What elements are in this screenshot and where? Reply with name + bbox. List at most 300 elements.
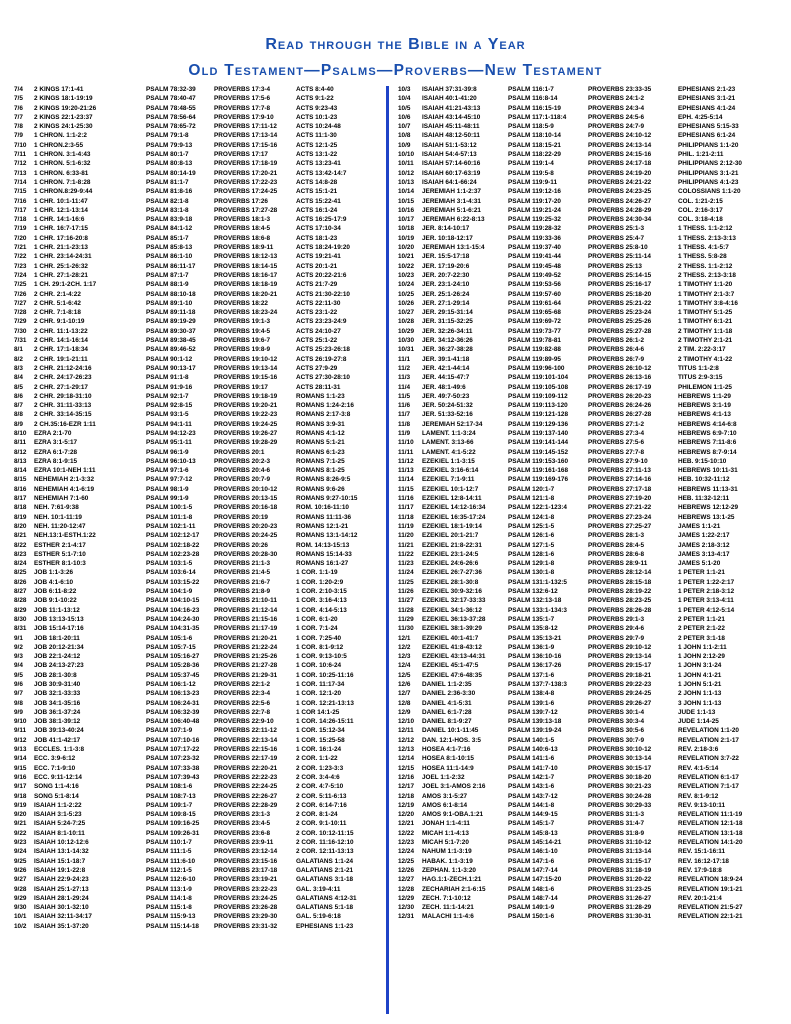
proverbs-reading: PROVERBS 21:25-26 — [214, 653, 278, 661]
schedule-row — [398, 336, 778, 345]
old-testament-reading: EZEKIEL 3:16-6:14 — [422, 467, 479, 475]
schedule-row — [398, 847, 778, 856]
proverbs-reading: PROVERBS 18:9-11 — [214, 244, 274, 252]
new-testament-reading: 1 COR. 14:26-15:11 — [296, 718, 354, 726]
psalm-reading: PSALM 110:1-7 — [146, 839, 192, 847]
proverbs-reading: PROVERBS 27:5-6 — [588, 439, 645, 447]
proverbs-reading: PROVERBS 18:14-15 — [214, 262, 278, 270]
old-testament-reading: 2 CHR. 29:18-31:10 — [34, 392, 92, 400]
old-testament-reading: 1 CHR. 17:16-20:8 — [34, 234, 88, 242]
schedule-row — [398, 568, 778, 577]
psalm-reading: PSALM 116:15-19 — [508, 104, 561, 112]
reading-date: 8/27 — [14, 588, 27, 596]
reading-date: 8/5 — [14, 383, 23, 391]
proverbs-reading: PROVERBS 19:20-21 — [214, 402, 278, 410]
new-testament-reading: ROMANS 12:1-21 — [296, 522, 349, 530]
reading-date: 7/20 — [14, 234, 27, 242]
old-testament-reading: DANIEL 10:1-11:45 — [422, 727, 479, 735]
reading-date: 8/24 — [14, 560, 27, 568]
reading-date: 12/13 — [398, 746, 414, 754]
proverbs-reading: PROVERBS 31:30-31 — [588, 913, 652, 921]
reading-date: 12/17 — [398, 783, 414, 791]
schedule-row — [398, 661, 778, 670]
schedule-row — [14, 559, 382, 568]
schedule-row — [398, 541, 778, 550]
old-testament-reading: ISAIAH 32:11-34:17 — [34, 913, 92, 921]
reading-date: 8/18 — [14, 504, 27, 512]
old-testament-reading: SONG 1:1-4:16 — [34, 783, 79, 791]
proverbs-reading: PROVERBS 30:3-4 — [588, 718, 645, 726]
old-testament-reading: LAMENT. 3:13-66 — [422, 439, 474, 447]
reading-date: 12/12 — [398, 736, 414, 744]
reading-date: 12/28 — [398, 885, 414, 893]
psalm-reading: PSALM 147:7-14 — [508, 866, 558, 874]
psalm-reading: PSALM 80:1-7 — [146, 151, 189, 159]
reading-date: 8/11 — [14, 439, 27, 447]
new-testament-reading: 1 PETER 1:1-21 — [678, 569, 725, 577]
psalm-reading: PSALM 129:1-8 — [508, 560, 555, 568]
psalm-reading: PSALM 119:73-77 — [508, 327, 561, 335]
new-testament-reading: ACTS 20:22-21:6 — [296, 271, 347, 279]
reading-date: 10/9 — [398, 141, 411, 149]
psalm-reading: PSALM 119:25-32 — [508, 216, 561, 224]
old-testament-reading: JOEL 1:1-2:32 — [422, 773, 465, 781]
psalm-reading: PSALM 119:105-108 — [508, 383, 569, 391]
new-testament-reading: 1 COR. 12:21-13:13 — [296, 699, 354, 707]
reading-date: 12/22 — [398, 829, 414, 837]
proverbs-reading: PROVERBS 24:1-2 — [588, 95, 645, 103]
reading-date: 12/14 — [398, 755, 414, 763]
schedule-row — [398, 122, 778, 131]
schedule-row — [14, 568, 382, 577]
new-testament-reading: ROMANS 1:24-2:16 — [296, 402, 354, 410]
proverbs-reading: PROVERBS 28:6-8 — [588, 550, 645, 558]
psalm-reading: PSALM 90:13-17 — [146, 364, 196, 372]
old-testament-reading: JONAH 1:1-4:11 — [422, 820, 470, 828]
schedule-row — [398, 234, 778, 243]
schedule-row — [14, 234, 382, 243]
schedule-row — [14, 736, 382, 745]
proverbs-reading: PROVERBS 25:8-10 — [588, 244, 648, 252]
schedule-row — [14, 671, 382, 680]
psalm-reading: PSALM 119:28-32 — [508, 225, 561, 233]
old-testament-reading: 2 KINGS 22:1-23:37 — [34, 113, 93, 121]
proverbs-reading: PROVERBS 24:3-4 — [588, 104, 645, 112]
old-testament-reading: SONG 5:1-8:14 — [34, 792, 79, 800]
old-testament-reading: JOB 32:1-33:33 — [34, 690, 81, 698]
psalm-reading: PSALM 111:1-5 — [146, 848, 192, 856]
old-testament-reading: ECCLES. 1:1-3:8 — [34, 746, 85, 754]
new-testament-reading: 2 TIMOTHY 2:1-21 — [678, 337, 733, 345]
new-testament-reading: EPHESIANS 5:15-33 — [678, 123, 739, 131]
old-testament-reading: EZEKIEL 24:6-26:6 — [422, 560, 479, 568]
new-testament-reading: ROMANS 1:1-23 — [296, 392, 345, 400]
reading-date: 11/7 — [398, 411, 411, 419]
reading-date: 7/22 — [14, 253, 27, 261]
new-testament-reading: ROMANS 9:27-10:15 — [296, 495, 358, 503]
old-testament-reading: EZEKIEL 21:8-22:31 — [422, 541, 482, 549]
new-testament-reading: JAMES 2:18-3:12 — [678, 541, 730, 549]
new-testament-reading: JAMES 5:1-20 — [678, 560, 721, 568]
proverbs-reading: PROVERBS 17:17 — [214, 151, 268, 159]
new-testament-reading: ACTS 9:1-22 — [296, 95, 334, 103]
new-testament-reading: ACTS 13:42-14:7 — [296, 169, 347, 177]
proverbs-reading: PROVERBS 17:26 — [214, 197, 268, 205]
schedule-row — [14, 280, 382, 289]
psalm-reading: PSALM 143:7-12 — [508, 792, 558, 800]
reading-date: 11/10 — [398, 439, 414, 447]
psalm-reading: PSALM 83:9-18 — [146, 216, 193, 224]
psalm-reading: PSALM 119:57-60 — [508, 290, 561, 298]
schedule-row — [14, 708, 382, 717]
psalm-reading: PSALM 79:9-13 — [146, 141, 193, 149]
proverbs-reading: PROVERBS 18:23-24 — [214, 309, 278, 317]
reading-date: 9/19 — [14, 801, 27, 809]
schedule-row — [14, 885, 382, 894]
old-testament-reading: JOB 20:12-21:34 — [34, 643, 84, 651]
new-testament-reading: 1 TIMOTHY 2:1-3:7 — [678, 290, 735, 298]
old-testament-reading: AMOS 3:1-5:27 — [422, 792, 468, 800]
schedule-row — [14, 327, 382, 336]
old-testament-reading: JOB 22:1-24:12 — [34, 653, 81, 661]
reading-date: 8/16 — [14, 485, 27, 493]
new-testament-reading: 1 PETER 2:18-3:12 — [678, 588, 735, 596]
page-title: Read through the Bible in a Year — [265, 36, 526, 53]
schedule-row — [398, 104, 778, 113]
reading-date: 8/4 — [14, 374, 23, 382]
schedule-row — [398, 652, 778, 661]
old-testament-reading: EZEKIEL 1:1-3:15 — [422, 457, 475, 465]
proverbs-reading: PROVERBS 22:20-21 — [214, 764, 278, 772]
schedule-row — [14, 903, 382, 912]
psalm-reading: PSALM 106:40-48 — [146, 718, 200, 726]
old-testament-reading: ISAIAH 5:24-7:25 — [34, 820, 86, 828]
new-testament-reading: 1 COR. 10:6-24 — [296, 662, 342, 670]
psalm-reading: PSALM 139:13-18 — [508, 718, 562, 726]
reading-date: 7/21 — [14, 244, 27, 252]
reading-date: 7/4 — [14, 86, 23, 93]
schedule-row — [14, 819, 382, 828]
psalm-reading: PSALM 119:169-176 — [508, 476, 569, 484]
proverbs-reading: PROVERBS 18:12-13 — [214, 253, 278, 261]
new-testament-reading: COL. 3:18-4:18 — [678, 216, 723, 224]
proverbs-reading: PROVERBS 24:19-20 — [588, 169, 652, 177]
proverbs-reading: PROVERBS 30:10-12 — [588, 746, 652, 754]
proverbs-reading: PROVERBS 20:10-12 — [214, 485, 278, 493]
psalm-reading: PSALM 119:49-52 — [508, 271, 561, 279]
new-testament-reading: 2 THESS. 1:1-2:12 — [678, 262, 733, 270]
proverbs-reading: PROVERBS 31:15-17 — [588, 857, 652, 865]
reading-date: 11/4 — [398, 383, 411, 391]
psalm-reading: PSALM 119:33-36 — [508, 234, 561, 242]
schedule-row — [398, 596, 778, 605]
psalm-reading: PSALM 126:1-6 — [508, 532, 555, 540]
old-testament-reading: 2 CHR. 19:1-21:11 — [34, 355, 88, 363]
old-testament-reading: 1 CHR. 10:1-11:47 — [34, 197, 88, 205]
schedule-row — [398, 392, 778, 401]
schedule-row — [14, 150, 382, 159]
schedule-row — [398, 726, 778, 735]
psalm-reading: PSALM 141:1-6 — [508, 755, 555, 763]
new-testament-reading: 1 COR 14:1-25 — [296, 708, 340, 716]
psalm-reading: PSALM 109:1-7 — [146, 801, 193, 809]
reading-date: 7/26 — [14, 290, 27, 298]
proverbs-reading: PROVERBS 27:21-22 — [588, 504, 652, 512]
schedule-row — [14, 894, 382, 903]
proverbs-reading: PROVERBS 23:1-3 — [214, 811, 271, 819]
proverbs-reading: PROVERBS 27:14-16 — [588, 476, 652, 484]
proverbs-reading: PROVERBS 31:23-25 — [588, 885, 652, 893]
schedule-row — [398, 736, 778, 745]
old-testament-reading: ISAIAH 57:14-60:16 — [422, 160, 481, 168]
reading-date: 7/31 — [14, 337, 27, 345]
old-testament-reading: EZEKIEL 26:7-27:36 — [422, 569, 482, 577]
old-testament-reading: 2 CHR. 31:11-33:13 — [34, 402, 92, 410]
old-testament-reading: JOB 1:1-3:26 — [34, 569, 74, 577]
old-testament-reading: DANIEL 6:1-7:28 — [422, 708, 472, 716]
new-testament-reading: HEB. 10:32-11:12 — [678, 476, 730, 484]
new-testament-reading: GALATIANS 4:12-31 — [296, 894, 357, 902]
new-testament-reading: 1 PETER 3:13-4:11 — [678, 597, 734, 605]
new-testament-reading: 1 COR. 6:1-20 — [296, 615, 338, 623]
psalm-reading: PSALM 102:12-17 — [146, 532, 200, 540]
old-testament-reading: ISAIAH 40:1-41:20 — [422, 95, 477, 103]
old-testament-reading: JER. 25:1-26:24 — [422, 290, 470, 298]
old-testament-reading: JOB 36:1-37:24 — [34, 708, 81, 716]
proverbs-reading: PROVERBS 18:4-5 — [214, 225, 271, 233]
new-testament-reading: EPH. 4:25-5:14 — [678, 113, 723, 121]
schedule-row — [14, 624, 382, 633]
proverbs-reading: PROVERBS 17:22-23 — [214, 178, 278, 186]
old-testament-reading: 2 CHR. 21:12-24:16 — [34, 364, 92, 372]
proverbs-reading: PROVERBS 31:18-19 — [588, 866, 652, 874]
new-testament-reading: 2 COR. 1:23-3:3 — [296, 764, 344, 772]
schedule-row — [14, 615, 382, 624]
psalm-reading: PSALM 96:10-13 — [146, 457, 196, 465]
schedule-row — [14, 345, 382, 354]
old-testament-reading: 1 CHR. 23:14-24:31 — [34, 253, 92, 261]
psalm-reading: PSALM 99:1-9 — [146, 495, 189, 503]
old-testament-reading: EZEKIEL 18:1-19:14 — [422, 522, 482, 530]
proverbs-reading: PROVERBS 31:20-22 — [588, 876, 652, 884]
schedule-row — [14, 169, 382, 178]
new-testament-reading: ROMANS 8:26-9:5 — [296, 476, 351, 484]
old-testament-reading: JER. 49:7-50:23 — [422, 392, 470, 400]
new-testament-reading: GAL. 5:19-6:18 — [296, 913, 341, 921]
old-testament-reading: MICAH 1:1-4:13 — [422, 829, 469, 837]
old-testament-reading: 2 CHR. 17:1-18:34 — [34, 346, 88, 354]
schedule-row — [14, 410, 382, 419]
new-testament-reading: 2 COR. 8:1-24 — [296, 811, 338, 819]
new-testament-reading: ACTS 12:1-25 — [296, 141, 338, 149]
reading-date: 8/10 — [14, 429, 27, 437]
psalm-reading: PSALM 121:1-8 — [508, 495, 555, 503]
old-testament-reading: EZRA 10:1-NEH 1:11 — [34, 467, 96, 475]
psalm-reading: PSALM 119:53-56 — [508, 281, 561, 289]
old-testament-reading: HABAK. 1:1-3:19 — [422, 857, 473, 865]
reading-date: 12/2 — [398, 643, 411, 651]
psalm-reading: PSALM 118:15-21 — [508, 141, 561, 149]
psalm-reading: PSALM 119:153-160 — [508, 457, 569, 465]
old-testament-reading: JOB 6:11-8:22 — [34, 588, 77, 596]
proverbs-reading: PROVERBS 24:5-6 — [588, 113, 645, 121]
new-testament-reading: ACTS 27:9-29 — [296, 364, 338, 372]
new-testament-reading: ROMANS 3:9-31 — [296, 420, 345, 428]
old-testament-reading: EZEKIEL 12:8-14:11 — [422, 495, 482, 503]
new-testament-reading: 2 PETER 2:1-22 — [678, 625, 725, 633]
old-testament-reading: NEH. 11:20-12:47 — [34, 522, 86, 530]
new-testament-reading: 1 COR. 8:1-9:12 — [296, 643, 344, 651]
proverbs-reading: PROVERBS 23:22-23 — [214, 885, 278, 893]
new-testament-reading: REVELATION 7:1-17 — [678, 783, 739, 791]
proverbs-reading: PROVERBS 19:17 — [214, 383, 268, 391]
proverbs-reading: PROVERBS 28:12-14 — [588, 569, 652, 577]
new-testament-reading: HEBREWS 4:1-13 — [678, 411, 731, 419]
old-testament-reading: ISAIAH 43:14-45:10 — [422, 113, 481, 121]
reading-date: 9/16 — [14, 773, 27, 781]
old-testament-reading: MALACHI 1:1-4:6 — [422, 913, 474, 921]
old-testament-reading: JER. 10:18-12:17 — [422, 234, 473, 242]
new-testament-reading: EPHESIANS 2:1-23 — [678, 86, 736, 93]
old-testament-reading: ISAIAH 15:1-18:7 — [34, 857, 86, 865]
new-testament-reading: ACTS 15:22-41 — [296, 197, 341, 205]
old-testament-reading: 2 CH.35:16-EZR 1:11 — [34, 420, 96, 428]
psalm-reading: PSALM 81:1-7 — [146, 178, 189, 186]
reading-date: 12/8 — [398, 699, 411, 707]
new-testament-reading: REV. 8:1-9:12 — [678, 792, 719, 800]
psalm-reading: PSALM 118:22-29 — [508, 151, 561, 159]
old-testament-reading: EZEKIEL 34:1-36:12 — [422, 606, 482, 614]
proverbs-reading: PROVERBS 23:29-30 — [214, 913, 278, 921]
schedule-row — [398, 85, 778, 94]
old-testament-reading: ISAIAH 10:12-12:6 — [34, 839, 89, 847]
psalm-reading: PSALM 118:5-9 — [508, 123, 554, 131]
proverbs-reading: PROVERBS 29:26-27 — [588, 699, 652, 707]
psalm-reading: PSALM 112:6-10 — [146, 876, 196, 884]
old-testament-reading: ZEPHAN. 1:1-3:20 — [422, 866, 476, 874]
old-testament-reading: JEREMIAH 1:1-2:37 — [422, 188, 481, 196]
proverbs-reading: PROVERBS 27:7-8 — [588, 448, 645, 456]
schedule-row — [398, 680, 778, 689]
schedule-row — [14, 243, 382, 252]
old-testament-reading: ISAIAH 54:4-57:13 — [422, 151, 477, 159]
proverbs-reading: PROVERBS 19:10-12 — [214, 355, 278, 363]
psalm-reading: PSALM 78:56-64 — [146, 113, 196, 121]
new-testament-reading: HEBREWS 4:14-6:8 — [678, 420, 737, 428]
proverbs-reading: PROVERBS 23:6-8 — [214, 829, 271, 837]
proverbs-reading: PROVERBS 24:13-14 — [588, 141, 652, 149]
reading-date: 11/8 — [398, 420, 411, 428]
new-testament-reading: ACTS 27:30-28:10 — [296, 374, 350, 382]
reading-date: 8/23 — [14, 550, 27, 558]
schedule-row — [14, 606, 382, 615]
schedule-row — [14, 661, 382, 670]
proverbs-reading: PROVERBS 20:26 — [214, 541, 268, 549]
new-testament-reading: HEBREWS 12:12-29 — [678, 504, 739, 512]
proverbs-reading: PROVERBS 23:33-35 — [588, 86, 652, 93]
proverbs-reading: PROVERBS 27:17-18 — [588, 485, 652, 493]
psalm-reading: PSALM 138:4-8 — [508, 690, 555, 698]
old-testament-reading: 2 CHR. 5:1-6:42 — [34, 299, 81, 307]
schedule-row — [14, 717, 382, 726]
schedule-row — [14, 299, 382, 308]
new-testament-reading: 1 TIMOTHY 1:1-20 — [678, 281, 733, 289]
schedule-row — [14, 187, 382, 196]
proverbs-reading: PROVERBS 18:22 — [214, 299, 268, 307]
schedule-row — [398, 466, 778, 475]
old-testament-reading: ISAIAH 45:11-48:11 — [422, 123, 480, 131]
new-testament-reading: ROMANS 4:1-12 — [296, 429, 345, 437]
schedule-row — [398, 522, 778, 531]
proverbs-reading: PROVERBS 30:7-9 — [588, 736, 645, 744]
psalm-reading: PSALM 92:8-15 — [146, 402, 193, 410]
proverbs-reading: PROVERBS 21:29-31 — [214, 671, 278, 679]
schedule-row — [14, 271, 382, 280]
schedule-row — [398, 159, 778, 168]
new-testament-reading: 1 COR. 1:1-19 — [296, 569, 338, 577]
old-testament-reading: 1 CHRON.2:3-55 — [34, 141, 84, 149]
reading-date: 11/23 — [398, 560, 414, 568]
psalm-reading: PSALM 105:28-36 — [146, 662, 200, 670]
reading-date: 7/7 — [14, 113, 23, 121]
old-testament-reading: JER. 20:7-22:30 — [422, 271, 470, 279]
old-testament-reading: DAN. 12:1-HOS. 3:5 — [422, 736, 481, 744]
new-testament-reading: ACTS 22:11-30 — [296, 299, 341, 307]
old-testament-reading: EZEKIEL 45:1-47:5 — [422, 662, 479, 670]
new-testament-reading: PHIL. 1:21-2:11 — [678, 151, 724, 159]
old-testament-reading: EZRA 6:1-7:28 — [34, 448, 78, 456]
new-testament-reading: ROMANS 8:1-25 — [296, 467, 345, 475]
proverbs-reading: PROVERBS 19:1-3 — [214, 318, 271, 326]
new-testament-reading: GALATIANS 3:1-18 — [296, 876, 354, 884]
old-testament-reading: DANIEL 1:1-2:35 — [422, 681, 472, 688]
reading-date: 9/26 — [14, 866, 27, 874]
proverbs-reading: PROVERBS 20:24-25 — [214, 532, 278, 540]
old-testament-reading: ISAIAH 22:9-24:23 — [34, 876, 89, 884]
reading-date: 11/14 — [398, 476, 414, 484]
reading-date: 10/21 — [398, 253, 414, 261]
reading-date: 11/28 — [398, 606, 414, 614]
reading-date: 7/11 — [14, 151, 27, 159]
proverbs-reading: PROVERBS 24:15-16 — [588, 151, 652, 159]
new-testament-reading: ACTS 8:4-40 — [296, 86, 334, 93]
old-testament-reading: EZEKIEL 43:13-44:31 — [422, 653, 486, 661]
old-testament-reading: JOB 18:1-20:11 — [34, 634, 80, 642]
proverbs-reading: PROVERBS 24:17-18 — [588, 160, 652, 168]
reading-date: 12/5 — [398, 671, 411, 679]
new-testament-reading: ACTS 25:1-22 — [296, 337, 338, 345]
psalm-reading: PSALM 119:113-120 — [508, 402, 568, 410]
old-testament-reading: 1 CHR. 27:1-28:21 — [34, 271, 88, 279]
new-testament-reading: REVELATION 12:1-18 — [678, 820, 743, 828]
old-testament-reading: 1 CHRON. 5:1-6:32 — [34, 160, 91, 168]
new-testament-reading: PHILIPPIANS 1:1-20 — [678, 141, 739, 149]
proverbs-reading: PROVERBS 26:1-2 — [588, 337, 645, 345]
proverbs-reading: PROVERBS 30:29-33 — [588, 801, 652, 809]
old-testament-reading: ESTHER 2:1-4:17 — [34, 541, 86, 549]
psalm-reading: PSALM 107:23-32 — [146, 755, 200, 763]
psalm-reading: PSALM 118:10-14 — [508, 132, 561, 140]
reading-date: 7/17 — [14, 206, 27, 214]
proverbs-reading: PROVERBS 17:5-6 — [214, 95, 271, 103]
old-testament-reading: JER. 23:1-24:10 — [422, 281, 470, 289]
schedule-row — [398, 383, 778, 392]
reading-date: 7/8 — [14, 123, 23, 131]
psalm-reading: PSALM 119:96-100 — [508, 364, 565, 372]
reading-date: 7/29 — [14, 318, 27, 326]
new-testament-reading: 3 JOHN 1:1-13 — [678, 699, 722, 707]
reading-date: 9/22 — [14, 829, 27, 837]
